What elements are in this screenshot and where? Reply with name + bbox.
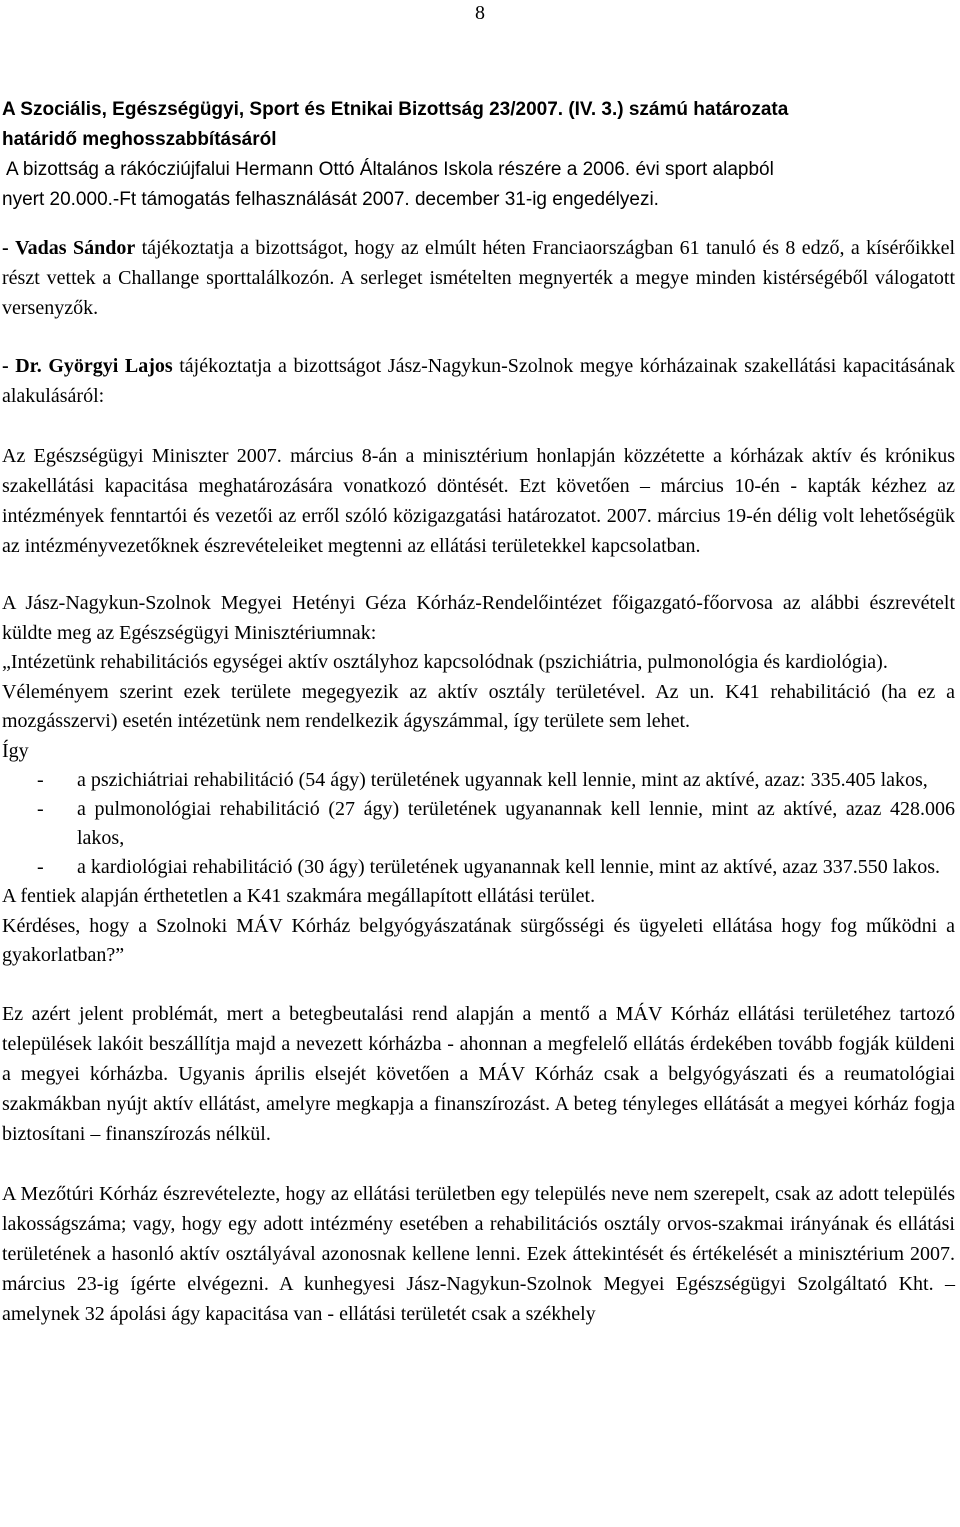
gyorgyi-text: tájékoztatja a bizottságot Jász-Nagykun-Szolnok megye kórházainak szakellátási kapacitásának alakulásáról: [2, 355, 955, 407]
gyorgyi-prefix: - Dr. [2, 355, 49, 377]
resolution-title-line1: A Szociális, Egészségügyi, Sport és Etnikai Bizottság 23/2007. (IV. 3.) számú határozata [2, 99, 789, 120]
list-item: - a pszichiátriai rehabilitáció (54 ágy) területének ugyannak kell lennie, mint az aktívé, azaz: 335.405 lakos, [37, 769, 928, 791]
resolution-body [2, 155, 955, 215]
mav-paragraph: Ez azért jelent problémát, mert a betegbeutalási rend alapján a mentő a MÁV Kórház ellátási területéhez tartozó települések lakóit beszállítja majd a nevezett kórházba - ahonnan a megfelelő ellátás érdekében tovább fogják küldeni a megyei kórházba. Ugyanis április elsejét követően a MÁV Kórház csak a belgyógyászati és a reumatológiai szakmákban nyújt aktív ellátást, amelyre megkapja a finanszírozást. A beteg tényleges ellátását a megyei kórház fogja biztosítani – finanszírozás nélkül. [2, 1002, 955, 1145]
minister-paragraph: Az Egészségügyi Miniszter 2007. március 8-án a minisztérium honlapján közzétette a kórházak aktív és krónikus szakellátási kapacitása meghatározására vonatkozó döntését. Ezt követően – március 10-én - kapták kézhez az intézmények fenntartói és vezetői az erről szóló közigazgatási határozatot. 2007. március 19-én délig volt lehetőségük az intézményvezetőknek észrevételeiket megtenni az ellátási területekkel kapcsolatban. [2, 445, 955, 557]
vadas-dash: - [2, 237, 9, 259]
gyorgyi-paragraph [2, 351, 955, 411]
page-number: 8 [475, 2, 485, 24]
letter-igy: Így [2, 739, 29, 762]
list-item: - a pulmonológiai rehabilitáció (27 ágy) területének ugyanannak kell lennie, mint az aktívé, azaz 428.006 lakos, [37, 798, 955, 849]
rehab-list [2, 766, 955, 882]
resolution-title-line2: határidő meghosszabbításáról [2, 129, 277, 150]
resolution-body-line1: A bizottság a rákócziújfalui Hermann Ottó Általános Iskola részére a 2006. évi sport alapból [6, 159, 774, 180]
letter-quote-2: Véleményem szerint ezek területe megegyezik az aktív osztály területével. Az un. K41 rehabilitáció (ha ez a mozgásszervi) esetén intézetünk nem rendelkezik ágyszámmal, így területe sem lehet. [2, 680, 955, 732]
gyorgyi-name: Györgyi Lajos [48, 355, 173, 377]
mezotur-paragraph: A Mezőtúri Kórház észrevételezte, hogy az ellátási területben egy település neve nem szerepelt, csak az adott település lakosságszáma; vagy, hogy egy adott intézmény esetében a rehabilitációs osztály orvos-szakmai irányának és ellátási területének a hasonló aktív osztályával azonosnak kellene lenni. Ezek áttekintését és értékelését a minisztérium 2007. március 23-ig ígérte elvégezni. A kunhegyesi Jász-Nagykun-Szolnok Megyei Egészségügyi Szolgáltató Kht. – amelynek 32 ápolási ágy kapacitása van - ellátási területét csak a székhely [2, 1182, 955, 1325]
resolution-section [2, 95, 955, 215]
letter-after-2: Kérdéses, hogy a Szolnoki MÁV Kórház belgyógyászatának sürgősségi és ügyeleti ellátása hogy fog működni a gyakorlatban?” [2, 914, 955, 966]
letter-intro: A Jász-Nagykun-Szolnok Megyei Hetényi Géza Kórház-Rendelőintézet főigazgató-főorvosa az alábbi észrevételt küldte meg az Egészségügyi Minisztériumnak: [2, 592, 955, 644]
vadas-text: tájékoztatja a bizottságot, hogy az elmúlt héten Franciaországban 61 tanuló és 8 edző, a kísérőikkel részt vettek a Challange sporttalálkozón. A serleget ismételten megnyerték a megye minden kistérségéből válogatott versenyzők. [2, 237, 956, 319]
hospital-letter [2, 589, 955, 971]
list-item: - a kardiológiai rehabilitáció (30 ágy) területének ugyanannak kell lennie, mint az aktívé, azaz 337.550 lakos. [37, 856, 941, 878]
resolution-body-line2: nyert 20.000.-Ft támogatás felhasználását 2007. december 31-ig engedélyezi. [2, 189, 659, 210]
letter-quote-1: „Intézetünk rehabilitációs egységei aktív osztályhoz kapcsolódnak (pszichiátria, pulmonológia és kardiológia). [2, 651, 888, 673]
document-body [2, 95, 955, 1329]
resolution-title [2, 95, 955, 155]
letter-after-1: A fentiek alapján érthetetlen a K41 szakmára megállapított ellátási terület. [2, 885, 596, 907]
vadas-name: Vadas Sándor [15, 237, 136, 259]
vadas-paragraph [2, 233, 955, 323]
